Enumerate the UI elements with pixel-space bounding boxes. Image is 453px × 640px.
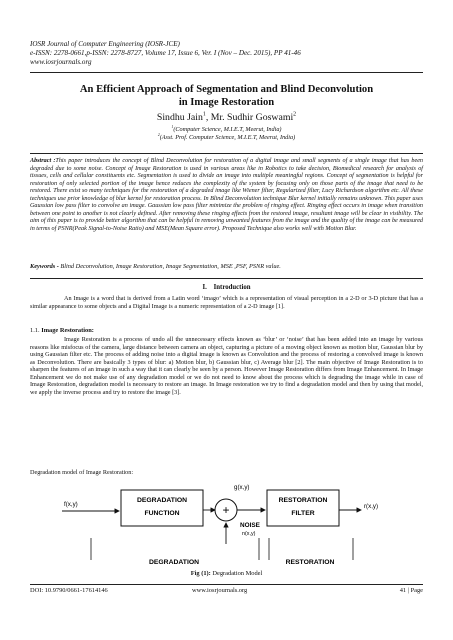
author-1: Sindhu Jain [156,112,203,123]
section-1-number: I. [202,284,207,291]
subsection-heading [30,327,423,334]
abstract-rule-top [30,153,423,154]
degradation-model-figure [30,478,423,570]
degradation-section-label: DEGRADATION [148,559,200,566]
footer-site[interactable]: www.iosrjournals.org [192,587,248,594]
affiliation-2-sup: 2 [157,132,160,137]
author-1-sup: 1 [202,111,206,118]
degradation-box-line-2: FUNCTION [144,510,180,517]
keywords-text: Blind Deconvolution, Image Restoration, Image Segmentation, MSE ,PSF, PSNR value. [58,263,281,270]
author-line [30,112,423,124]
author-2: , Mr. Sudhir Goswami [205,112,294,123]
journal-issn: e-ISSN: 2278-0661,p-ISSN: 2278-8727, Volume 17, Issue 6, Ver. I (Nov – Dec. 2015), PP 41-46 [30,49,301,58]
abstract-label: Abstract : [30,158,56,164]
affiliation-2-text: (Asst. Prof. Computer Science, M.I.E.T, Meerut, India) [159,134,296,141]
affiliation-1-sup: 1 [171,124,174,129]
footer-doi: DOI: 10.9790/0661-17614146 [30,587,108,594]
degradation-function-box [121,490,203,526]
journal-site[interactable]: www.iosrjournals.org [30,58,92,67]
restoration-filter-box [267,490,339,526]
affiliation-2 [30,134,423,142]
header-rule [30,72,423,73]
section-1-title: Introduction [213,284,251,291]
figure-caption [30,570,423,577]
restoration-box-line-2: FILTER [291,510,315,517]
affiliation-1 [30,126,423,134]
restoration-box-line-1: RESTORATION [278,497,328,504]
title-line-2: in Image Restoration [178,97,275,108]
degradation-model-intro: Degradation model of Image Restoration: [30,469,134,476]
adder-plus: + [222,503,230,517]
degradation-box-line-1: DEGRADATION [136,497,188,504]
footer-rule [30,584,423,585]
section-1-heading [30,284,423,291]
title-line-1: An Efficient Approach of Segmentation and Blind Deconvolution [79,84,374,95]
paper-title [30,83,423,109]
restoration-section-label: RESTORATION [285,559,335,566]
abstract [30,158,423,233]
figure-caption-text: Degradation Model [210,570,263,577]
output-label: r(x,y) [364,503,379,510]
subsection-number: 1.1. [30,327,40,334]
affiliation-1-text: (Computer Science, M.I.E.T, Meerut, India) [173,126,282,133]
journal-header [30,40,430,68]
intro-paragraph: An Image is a word that is derived from a Latin word ‘imago’ which is a representation of visual perception in a 2-D or 3-D picture that has a similar appearance to some objects and a Digital Image is a numeric representation of a 2-D image [1]. [30,295,423,310]
top-label: g(x,y) [234,484,250,491]
abstract-text: This paper introduces the concept of Blind Deconvolution for restoration of a digital image and small segments of a single image that has been degraded due to some noise. Concept of Image Restoration is used in various areas like in Robotics to take decision, Biomedical research for analysis of tissues, cells and cellular constituents etc. Segmentation is used to divide an image into multiple meaningful regions. Concept of segmentation is helpful for restoration of only selected portion of the image hence reduces the complexity of the system by focusing only on those parts of the image that need to be restored. There exist so many techniques for the restoration of a degraded image like Wiener filter, Regularized filter, Lucy Richardson algorithm etc. All these techniques use prior knowledge of blur kernel for restoration process. In Blind Deconvolution technique Blur kernel initially remains unknown. This paper uses Gaussian low pass filter to convolve an image. Gaussian low pass filter minimize the problem of ringing effect. Ringing effect occurs in image when transition between one point to another is not clearly defined. After removing these ringing effects from the restored image, resultant image will be clear in visibility. The aim of this paper is to provide better algorithm that can be helpful in removing unwanted features from the image and the quality of the image can be measured in terms of PSNR(Peak Signal-to-Noise Ratio) and MSE(Mean Square error). Proposed Technique also works well with Motion Blur. [30,158,424,232]
figure-caption-label: Fig (1): [190,570,211,577]
noise-label: NOISE [240,522,260,529]
abstract-rule-bottom [30,278,423,279]
keywords [30,263,423,271]
journal-name: IOSR Journal of Computer Engineering (IOSR-JCE) [30,40,180,48]
noise-symbol: n(x,y) [242,531,256,537]
input-label: f(x,y) [64,501,78,508]
restoration-paragraph: Image Restoration is a process of undo all the unnecessary effects known as ‘blur’ or ‘noise’ that has been added into an image by various reasons like misfocus of the camera, large distance between camera an object, capturing a picture of a moving object known as motion blur, Gaussian blur by using Gaussian filter etc. The process of adding noise into a digital image is known as Convolution and the process of restoring a convolved image is known as Deconvolution. There are basically 3 types of blur: a) Motion blur, b) Gaussian blur, c) Average blur [2]. The main objective of Image Restoration is to sharpen the features of an image in such a way that it can clearly be seen by a person. However Image Restoration differs from Image Enhancement. In Image Enhancement we do not make use of any degradation model or we do not need to know about the process which is degrading the image while in case of Image Restoration, degradation model is necessary to restore an image. In Image restoration we try to find a degradation model and then by using that model, we apply the inverse process and try to restore the image [3]. [30,336,423,396]
subsection-title: Image Restoration: [41,327,94,334]
footer-page: 41 | Page [399,587,423,594]
keywords-label: Keywords - [30,263,59,270]
author-2-sup: 2 [293,111,297,118]
